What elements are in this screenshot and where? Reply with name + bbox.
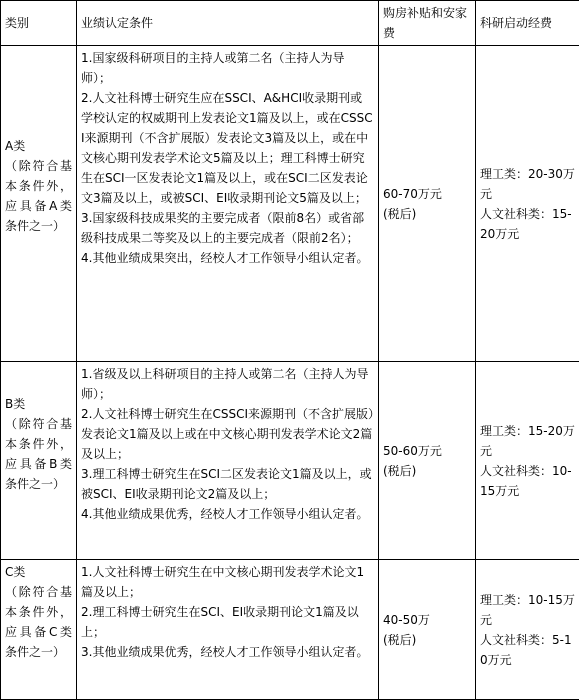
table-row-b (1, 362, 579, 560)
subsidy-cell-a (379, 46, 476, 362)
condition-item: 1.国家级科研项目的主持人或第二名（主持人为导师）； (81, 48, 374, 88)
funding-humanities-a: 人文社科类：15-20万元 (480, 204, 575, 244)
funding-humanities-b: 人文社科类：10-15万元 (480, 461, 575, 501)
subsidy-amount-c: 40-50万 (383, 610, 471, 630)
table-row-c (1, 560, 579, 700)
condition-item: 2.人文社科博士研究生在CSSCI来源期刊（不含扩展版）发表论文1篇及以上或在中文核心期刊发表学术论文2篇及以上； (81, 404, 374, 464)
condition-item: 4.其他业绩成果优秀，经校人才工作领导小组认定者。 (81, 504, 374, 524)
subsidy-tax-note-b: (税后) (383, 461, 471, 481)
funding-cell-c (476, 560, 579, 700)
header-row (1, 1, 579, 46)
subsidy-amount-a: 60-70万元 (383, 184, 471, 204)
conditions-cell-a (77, 46, 379, 362)
subsidy-cell-b (379, 362, 476, 560)
subsidy-tax-note-c: (税后) (383, 630, 471, 650)
category-cell-c (1, 560, 77, 700)
condition-item: 1.省级及以上科研项目的主持人或第二名（主持人为导师）； (81, 364, 374, 404)
condition-item: 2.理工科博士研究生在SCI、EI收录期刊论文1篇及以上； (81, 602, 374, 642)
header-subsidy: 购房补贴和安家费 (379, 1, 476, 46)
condition-item: 3.国家级科技成果奖的主要完成者（限前8名）或省部级科技成果二等奖及以上的主要完成者（限前2名）； (81, 208, 374, 248)
subsidy-amount-b: 50-60万元 (383, 441, 471, 461)
category-note-c: （除符合基本条件外，应具备C类条件之一） (5, 582, 72, 662)
category-label-c: C类 (5, 562, 72, 582)
condition-item: 3.理工科博士研究生在SCI二区发表论文1篇及以上，或被SCI、EI收录期刊论文2篇及以上； (81, 464, 374, 504)
funding-humanities-c: 人文社科类：5-10万元 (480, 630, 575, 670)
funding-cell-b (476, 362, 579, 560)
condition-item: 3.其他业绩成果优秀，经校人才工作领导小组认定者。 (81, 642, 374, 662)
condition-item: 2.人文社科博士研究生应在SSCI、A&HCI收录期刊或学校认定的权威期刊上发表论文1篇及以上，或在CSSCI来源期刊（不含扩展版）发表论文3篇及以上，或在中文核心期刊发表学术论文5篇及以上；理工科博士研究生在SCI一区发表论文1篇及以上，或在SCI二区发表论文3篇及以上，或被SCI、EI收录期刊论文5篇及以上； (81, 88, 374, 208)
category-cell-b (1, 362, 77, 560)
conditions-cell-c (77, 560, 379, 700)
category-note-b: （除符合基本条件外，应具备B类条件之一） (5, 414, 72, 494)
header-category: 类别 (1, 1, 77, 46)
condition-item: 1.人文社科博士研究生在中文核心期刊发表学术论文1篇及以上； (81, 562, 374, 602)
conditions-cell-b (77, 362, 379, 560)
header-funding: 科研启动经费 (476, 1, 579, 46)
category-label-a: A类 (5, 136, 72, 156)
funding-science-c: 理工类：10-15万元 (480, 590, 575, 630)
category-cell-a (1, 46, 77, 362)
subsidy-tax-note-a: (税后) (383, 204, 471, 224)
funding-cell-a (476, 46, 579, 362)
category-note-a: （除符合基本条件外，应具备A类条件之一） (5, 156, 72, 236)
funding-science-b: 理工类：15-20万元 (480, 421, 575, 461)
table-row-a (1, 46, 579, 362)
funding-science-a: 理工类：20-30万元 (480, 164, 575, 204)
category-label-b: B类 (5, 394, 72, 414)
condition-item: 4.其他业绩成果突出，经校人才工作领导小组认定者。 (81, 248, 374, 268)
header-conditions: 业绩认定条件 (77, 1, 379, 46)
subsidy-cell-c (379, 560, 476, 700)
